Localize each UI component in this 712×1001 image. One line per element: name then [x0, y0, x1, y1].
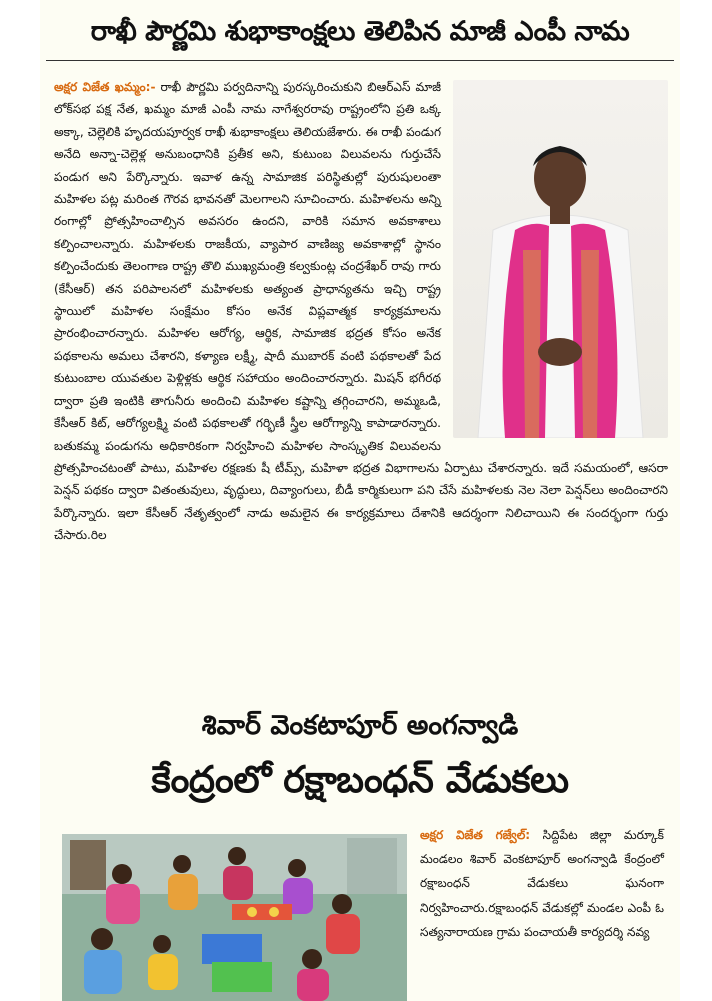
- article2-headline-line2: కేంద్రంలో రక్షాబంధన్ వేడుకలు: [151, 758, 569, 801]
- article1-dateline: అక్షర విజేత ఖమ్మం:-: [54, 80, 156, 94]
- article2-dateline: అక్షర విజేత గజ్వేల్:: [420, 828, 531, 842]
- article2-headline-line1: శివార్ వెంకటాపూర్ అంగన్వాడి: [201, 710, 519, 741]
- newspaper-page: [40, 0, 680, 1001]
- headline-rule: [46, 60, 674, 61]
- article1-text: రాఖీ పౌర్ణమి పర్వదినాన్ని పురస్కరించుకుని బిఆర్ఎస్ మాజీ లోక్‌సభ పక్ష నేత, ఖమ్మం మాజీ ఎంపీ నామ నాగేశ్వరరావు రాష్ట్రంలోని ప్రతి ఒక్క అక్కా, చెల్లెలికి హృదయపూర్వక రాఖీ శుభాకాంక్షలు తెలియజేశారు. ఈ రాఖీ పండుగ అనేది అన్నా-చెల్లెళ్ల అనుబంధానికి ప్రతీక అని, కుటుంబ విలువలను గుర్తుచేసే పండుగ అని పేర్కొన్నారు. ఇవాళ ఉన్న సామాజిక పరిస్థితుల్లో పురుషులంతా మహిళల పట్ల మరింత గౌరవ భావనతో మెలగాలని సూచించారు. మహిళలను అన్ని రంగాల్లో ప్రోత్సహించాల్సిన అవసరం ఉందని, వారికి సమాన అవకాశాలు కల్పించాలన్నారు. మహిళలకు రాజకీయ, వ్యాపార వాణిజ్య అవకాశాల్లో స్థానం కల్పించేందుకు తెలంగాణ రాష్ట్ర తొలి ముఖ్యమంత్రి కల్వకుంట్ల చంద్రశేఖర్ రావు గారు (కేసీఆర్) తన పరిపాలనలో మహిళలకు అత్యంత ప్రాధాన్యతను ఇచ్చి రాష్ట్ర స్థాయిలో మహిళల సంక్షేమం కోసం అనేక విప్లవాత్మక కార్యక్రమాలను ప్రారంభించారన్నారు. మహిళల ఆరోగ్య, ఆర్థిక, సామాజిక భద్రత కోసం అనేక పథకాలను అమలు చేశారని, కళ్యాణ లక్ష్మీ, షాదీ ముబారక్ వంటి పథకాలతో పేద కుటుంబాల యువతుల పెళ్లిళ్లకు ఆర్థిక సహాయం అందించారన్నారు. మిషన్ భగీరథ ద్వారా ప్రతి ఇంటికి తాగునీరు అందించి మహిళల కష్టాన్ని తగ్గించారని, అమ్మఒడి, కేసీఆర్ కిట్, ఆరోగ్యలక్ష్మి వంటి పథకాలతో గర్భిణీ స్త్రీల ఆరోగ్యాన్ని కాపాడారన్నారు. బతుకమ్మ పండుగను అధికారికంగా నిర్వహించి మహిళల సాంస్కృతిక విలువలను ప్రోత్సహించటంతో పాటు, మహిళల రక్షణకు షీ టీమ్స్, మహిళా భద్రత విభాగాలను ఏర్పాటు చేశారన్నారు. ఇదే సమయంలో, ఆసరా పెన్షన్ పథకం ద్వారా వితంతువులు, వృద్ధులు, దివ్యాంగులు, బీడీ కార్మికులుగా పని చేసే మహిళలకు నెల నెలా పెన్షన్‌లు అందించారని పేర్కొన్నారు. ఇలా కేసీఆర్ నేతృత్వంలో నాడు అమలైన ఈ కార్యక్రమాలు దేశానికి ఆదర్శంగా నిలిచాయిని ఈ సందర్భంగా గుర్తు చేసారు.రిల: [54, 80, 668, 543]
- article1-body: [54, 76, 668, 547]
- anganwadi-event-photo: [62, 834, 407, 1001]
- article2-body: [420, 823, 664, 944]
- article2-text: సిద్దిపేట జిల్లా మర్కూక్ మండలం శివార్ వెంకటాపూర్ అంగన్వాడి కేంద్రంలో రక్షాబంధన్ వేడుకలు ఘనంగా నిర్వహించారు.రక్షాబంధన్ వేడుకల్లో మండల ఎంపీ ఓ సత్యనారాయణ గ్రామ పంచాయతీ కార్యదర్శి నవ్య: [420, 828, 664, 939]
- politician-portrait-image: [453, 80, 668, 438]
- raksha-bandhan-celebration-image: [62, 834, 407, 1001]
- article1-headline: రాఖీ పౌర్ణమి శుభాకాంక్షలు తెలిపిన మాజీ ఎంపీ నామ: [90, 16, 630, 47]
- portrait-photo: [453, 80, 668, 438]
